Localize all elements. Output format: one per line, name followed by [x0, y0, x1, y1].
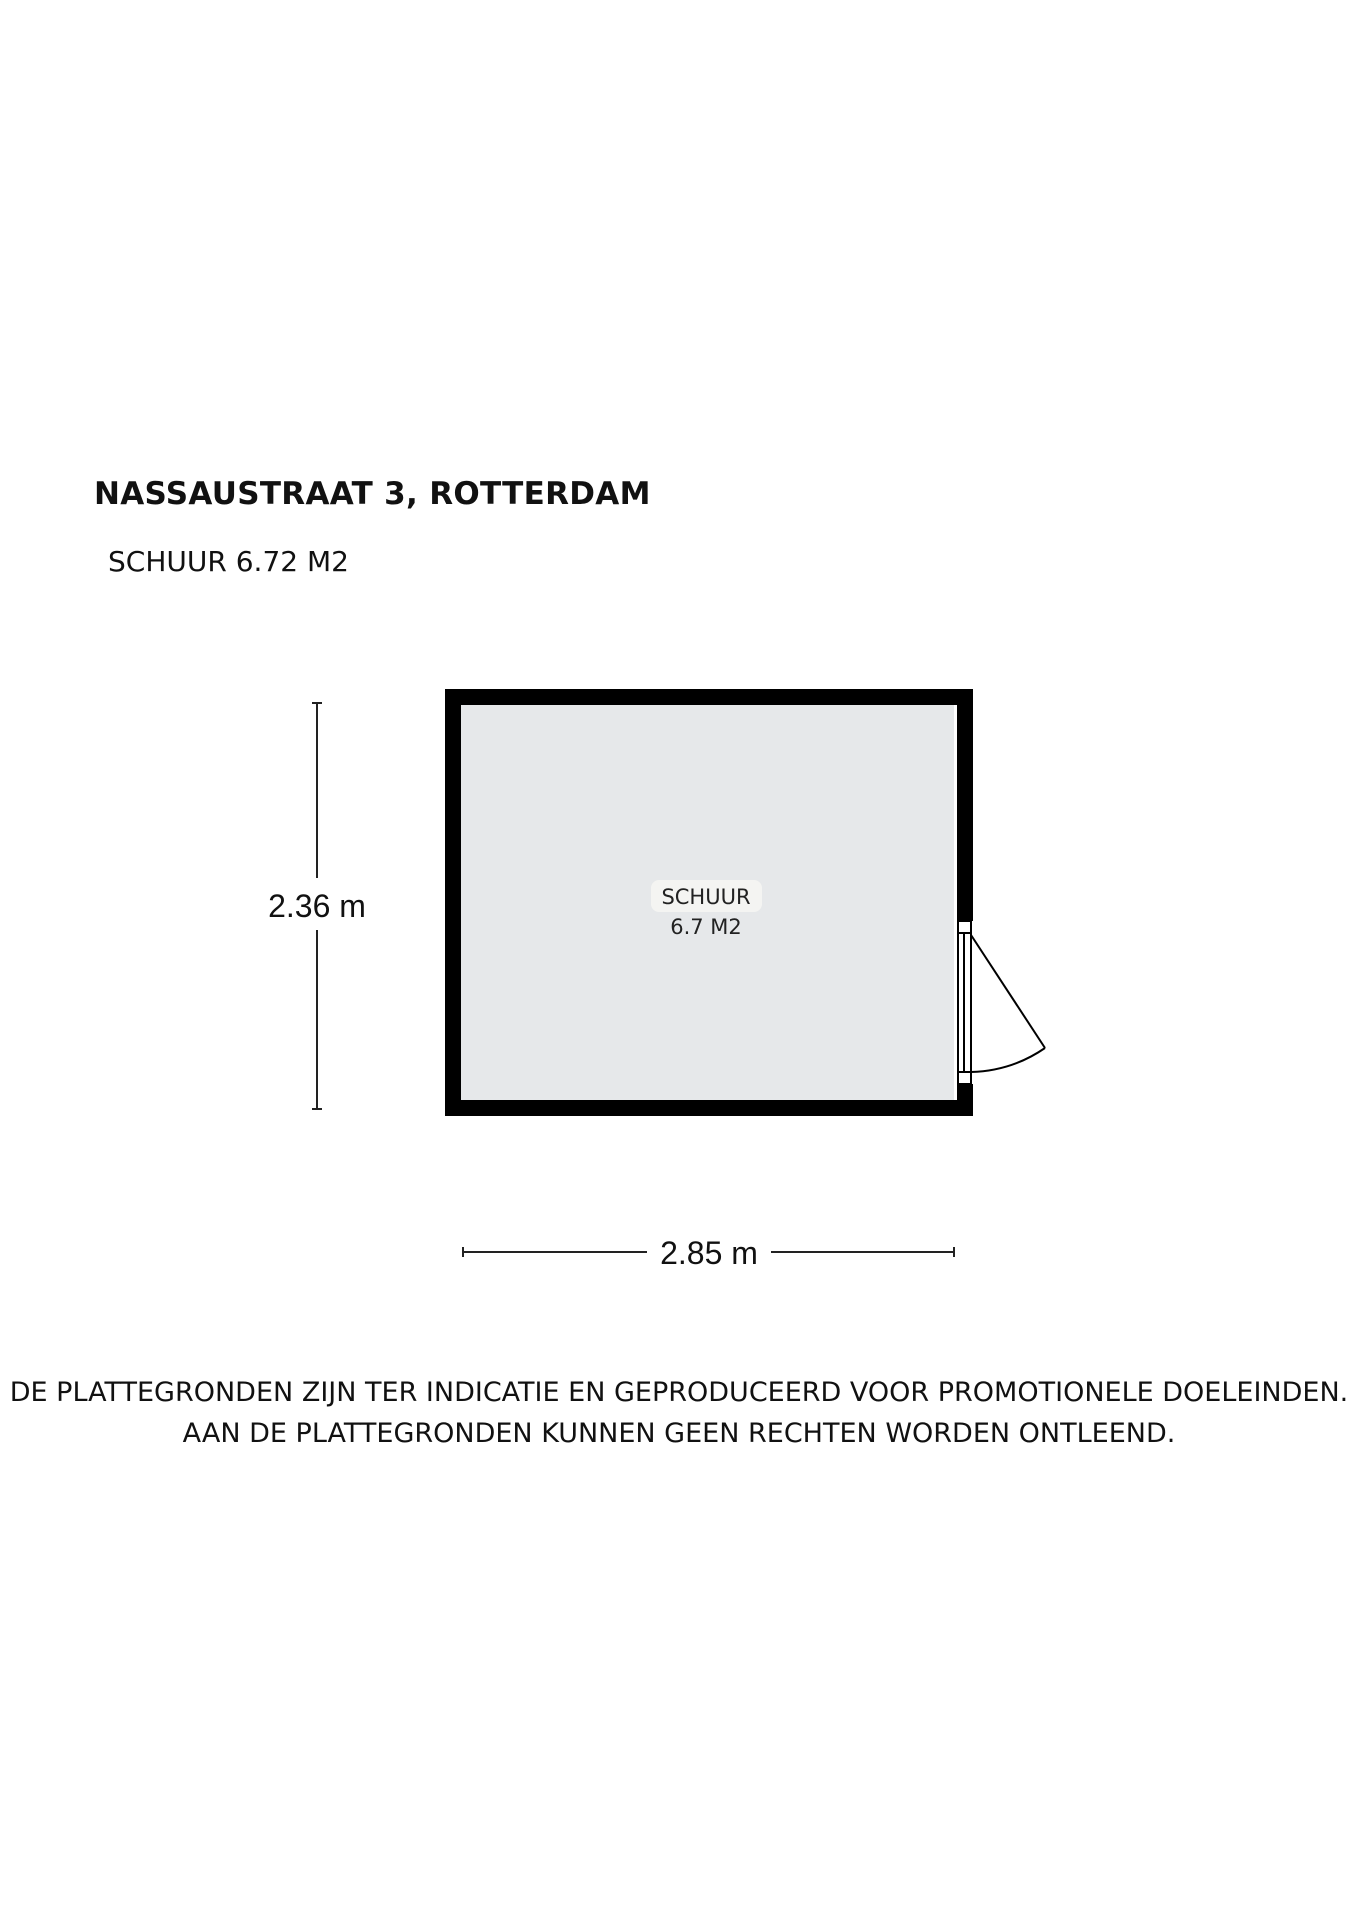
wall-right-lower: [957, 1084, 973, 1116]
wall-left: [445, 689, 461, 1116]
room-name: SCHUUR: [661, 885, 751, 909]
wall-bottom: [445, 1100, 973, 1116]
wall-right-upper: [957, 689, 973, 921]
wall-top: [445, 689, 973, 705]
door-leaf: [971, 935, 1045, 1048]
room-area: 6.7 M2: [670, 915, 742, 939]
floor-subtitle: SCHUUR 6.72 M2: [108, 545, 349, 578]
disclaimer: [0, 1372, 1358, 1454]
disclaimer-line-2: AAN DE PLATTEGRONDEN KUNNEN GEEN RECHTEN WORDEN ONTLEEND.: [182, 1418, 1176, 1449]
height-dimension-label: 2.36 m: [268, 888, 366, 924]
page-title: NASSAUSTRAAT 3, ROTTERDAM: [94, 476, 651, 512]
door-jamb-top: [958, 921, 971, 933]
door-icon: [958, 921, 1045, 1084]
disclaimer-line-1: DE PLATTEGRONDEN ZIJN TER INDICATIE EN GEPRODUCEERD VOOR PROMOTIONELE DOELEINDEN.: [9, 1377, 1349, 1408]
door-swing-arc: [971, 1048, 1045, 1072]
door-jamb-bottom: [958, 1072, 971, 1084]
width-dimension-label: 2.85 m: [660, 1235, 758, 1271]
